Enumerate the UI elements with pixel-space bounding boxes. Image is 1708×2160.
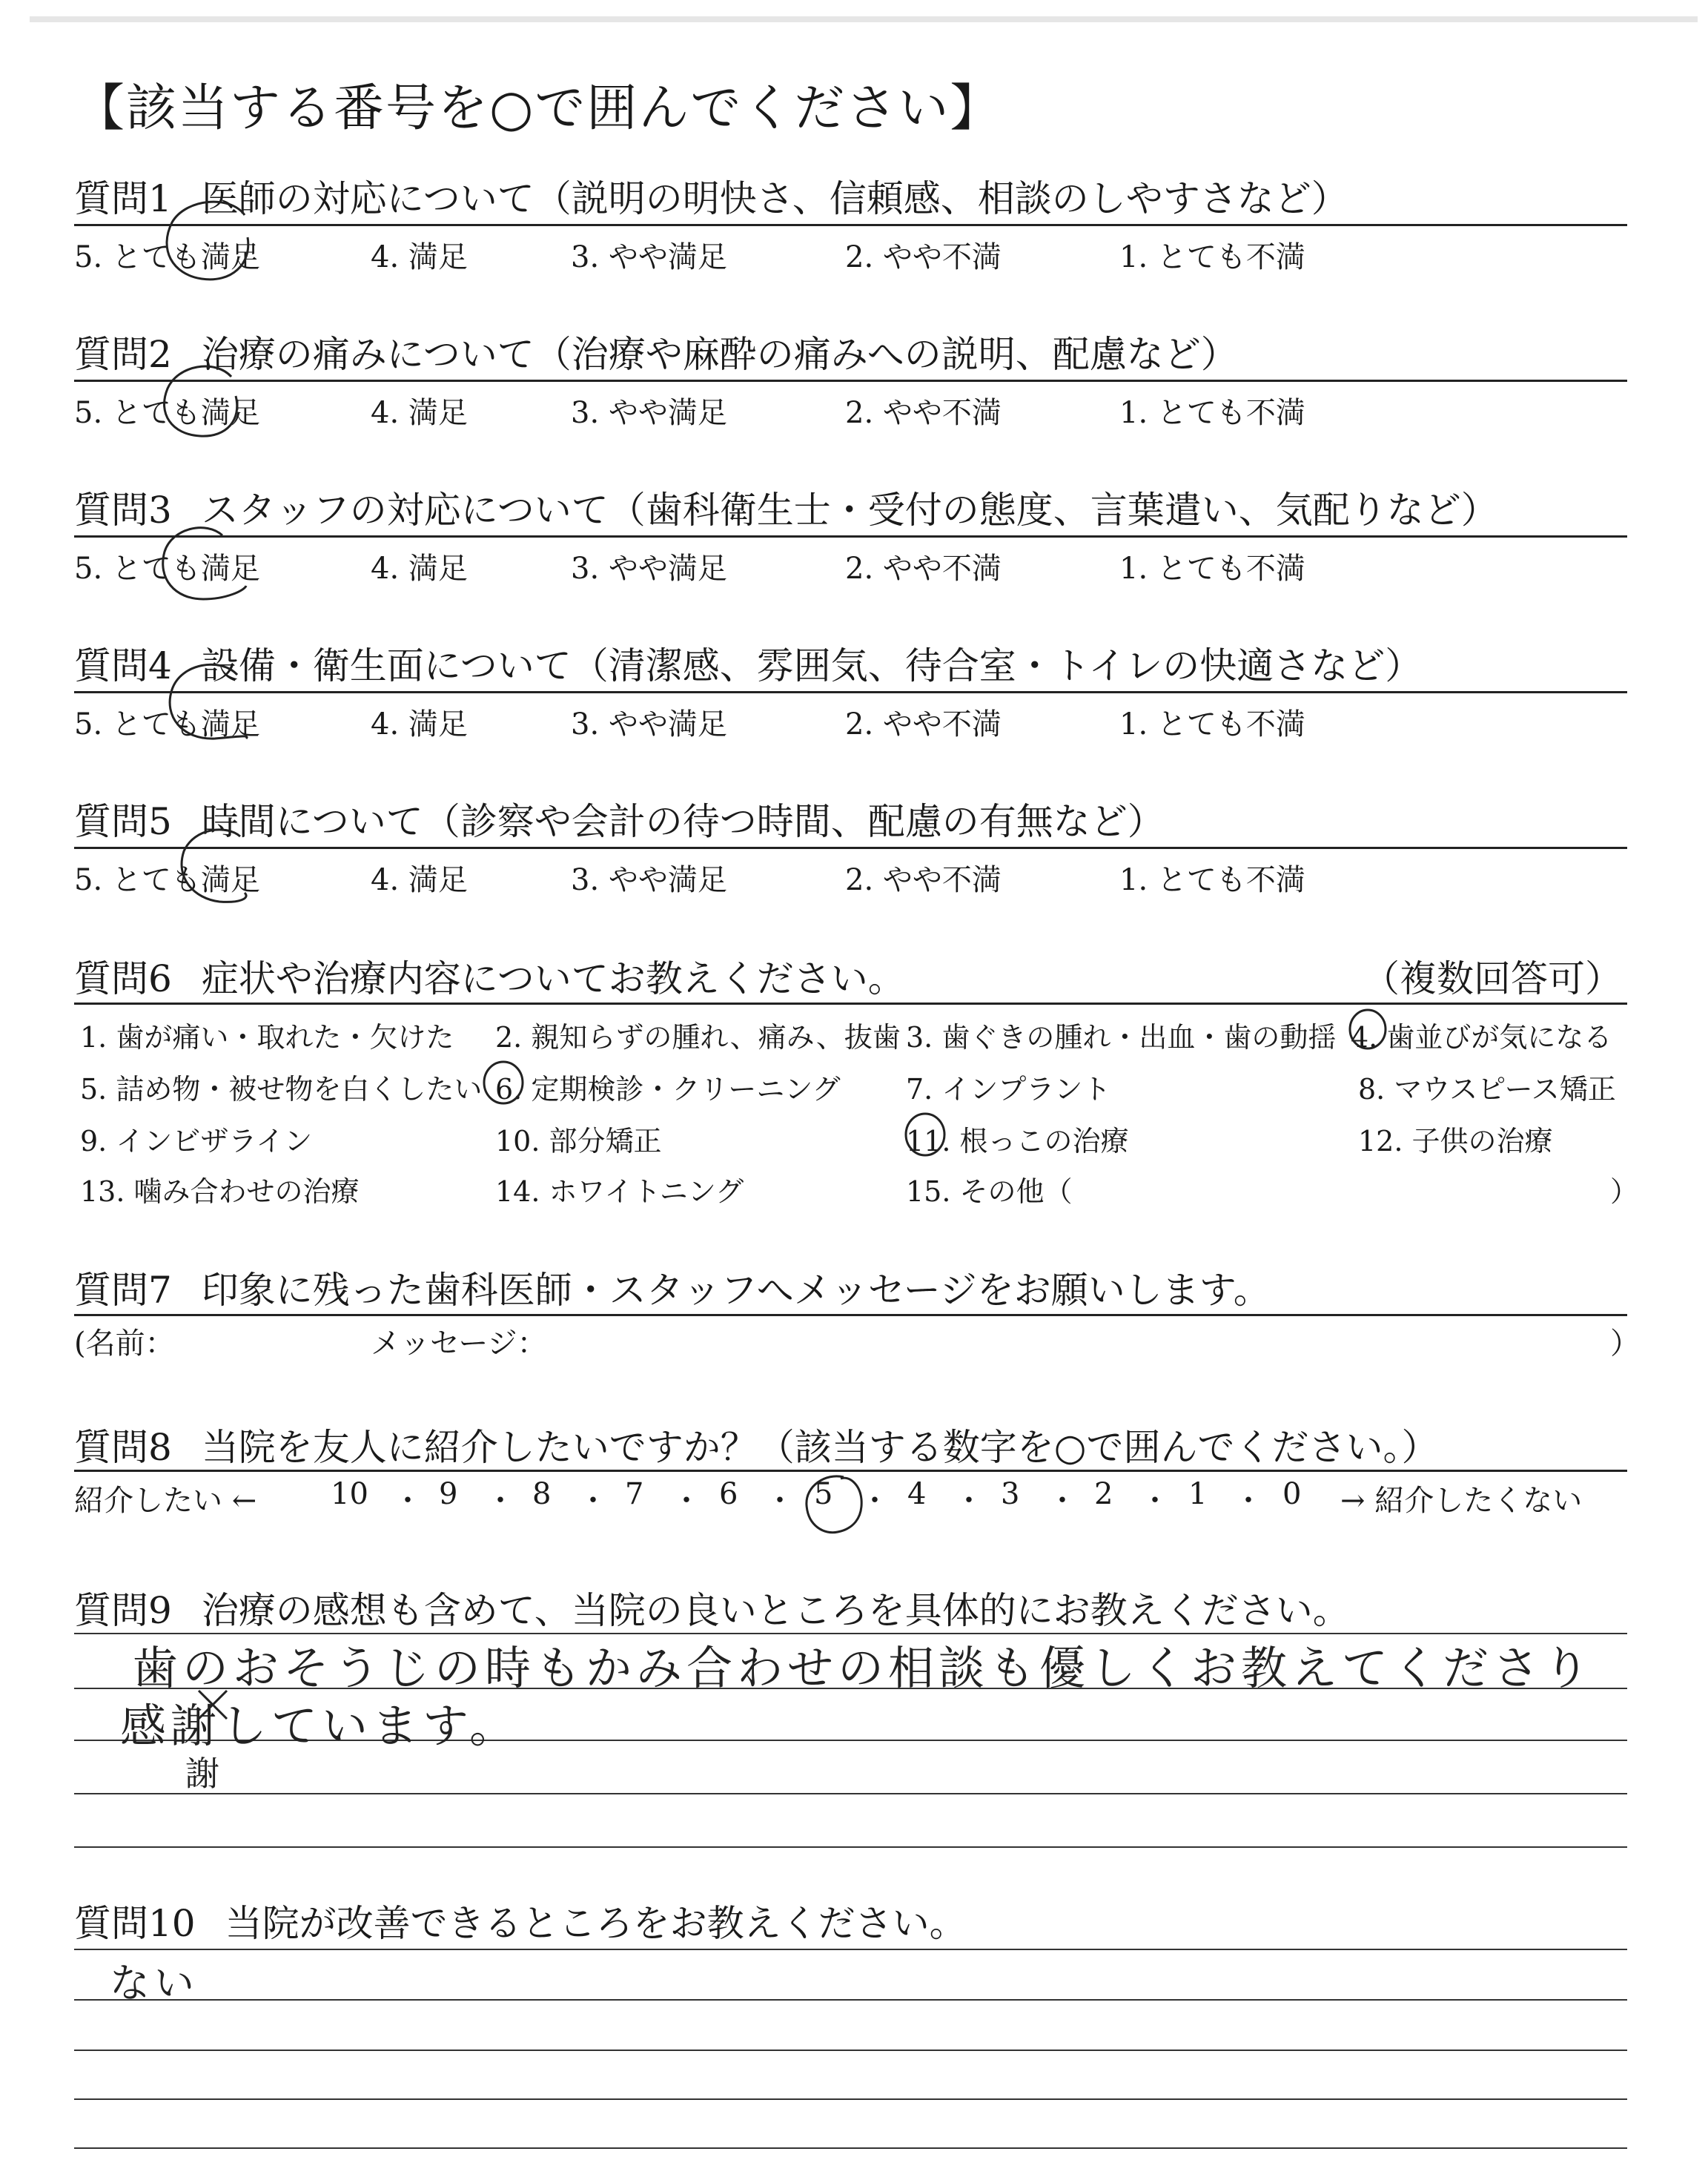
rating-option-2[interactable]: 2. やや不満 xyxy=(845,240,1002,274)
rating-option-2[interactable]: 2. やや不満 xyxy=(845,863,1002,897)
message-close-paren: ） xyxy=(1610,1327,1640,1361)
scale-10[interactable]: 10 xyxy=(331,1477,368,1511)
rating-option-5[interactable]: 5. とても満足 xyxy=(74,552,260,586)
symptom-option-3[interactable]: 3. 歯ぐきの腫れ・出血・歯の動揺 xyxy=(906,1021,1337,1054)
scale-8[interactable]: 8 xyxy=(532,1477,552,1511)
symptom-option-8[interactable]: 8. マウスピース矯正 xyxy=(1358,1073,1616,1106)
handwritten-answer-line1: 歯のおそうじの時もかみ合わせの相談も優しくお教えてくださり xyxy=(132,1641,1595,1695)
rating-option-2[interactable]: 2. やや不満 xyxy=(845,552,1002,586)
rating-option-4[interactable]: 4. 満足 xyxy=(371,552,468,586)
handwritten-answer: ない xyxy=(110,1960,199,2007)
question-text: 治療の痛みについて（治療や麻酔の痛みへの説明、配慮など） xyxy=(201,333,1238,376)
recommend-left-label: 紹介したい ← xyxy=(74,1484,257,1518)
rating-option-5[interactable]: 5. とても満足 xyxy=(74,707,260,742)
scale-2[interactable]: 2 xyxy=(1094,1477,1113,1511)
scale-3[interactable]: 3 xyxy=(1001,1477,1020,1511)
scale-5[interactable]: 5 xyxy=(814,1477,833,1511)
rating-option-4[interactable]: 4. 満足 xyxy=(371,863,468,897)
rating-option-5[interactable]: 5. とても満足 xyxy=(74,396,260,430)
rating-option-2[interactable]: 2. やや不満 xyxy=(845,707,1002,742)
symptom-option-9[interactable]: 9. インビザライン xyxy=(80,1125,313,1157)
symptom-option-10[interactable]: 10. 部分矯正 xyxy=(495,1125,662,1157)
rating-option-3[interactable]: 3. やや満足 xyxy=(571,863,727,897)
scale-0[interactable]: 0 xyxy=(1282,1477,1302,1511)
question-number: 質問7 xyxy=(74,1269,172,1312)
symptom-option-1[interactable]: 1. 歯が痛い・取れた・欠けた xyxy=(80,1021,454,1054)
rating-option-1[interactable]: 1. とても不満 xyxy=(1119,396,1305,430)
symptom-option-6[interactable]: 6. 定期検診・クリーニング xyxy=(495,1073,841,1106)
question-number: 質問8 xyxy=(74,1426,172,1469)
circle-mark-q2 xyxy=(165,366,237,436)
symptom-option-4[interactable]: 4. 歯並びが気になる xyxy=(1351,1021,1612,1054)
circle-mark-q4 xyxy=(170,664,247,739)
scale-1[interactable]: 1 xyxy=(1188,1477,1208,1511)
circle-mark-q8 xyxy=(807,1476,861,1533)
rating-option-5[interactable]: 5. とても満足 xyxy=(74,863,260,897)
rating-option-3[interactable]: 3. やや満足 xyxy=(571,396,727,430)
circle-mark-q6-11 xyxy=(906,1114,944,1155)
rating-option-3[interactable]: 3. やや満足 xyxy=(571,552,727,586)
question-text: 印象に残った歯科医師・スタッフへメッセージをお願いします。 xyxy=(201,1269,1271,1312)
circle-mark-q5 xyxy=(182,830,246,902)
symptom-option-15[interactable]: 15. その他（ xyxy=(906,1175,1073,1208)
scale-4[interactable]: 4 xyxy=(907,1477,927,1511)
symptom-option-12[interactable]: 12. 子供の治療 xyxy=(1358,1125,1553,1157)
question-number: 質問10 xyxy=(74,1902,196,1945)
question-number: 質問3 xyxy=(74,489,172,532)
multiple-answer-note: （複数回答可） xyxy=(1363,957,1622,1000)
circle-mark-q1 xyxy=(167,202,248,280)
question-text: 医師の対応について（説明の明快さ、信頼感、相談のしやすさなど） xyxy=(201,177,1348,220)
question-text: 時間について（診察や会計の待つ時間、配慮の有無など） xyxy=(201,800,1165,843)
handwritten-answer-line2: 感謝しています。 xyxy=(120,1699,520,1753)
question-text: 当院が改善できるところをお教えください。 xyxy=(225,1902,967,1945)
scale-7[interactable]: 7 xyxy=(625,1477,644,1511)
question-number: 質問2 xyxy=(74,333,172,376)
rating-option-2[interactable]: 2. やや不満 xyxy=(845,396,1002,430)
rating-option-1[interactable]: 1. とても不満 xyxy=(1119,707,1305,742)
symptom-option-14[interactable]: 14. ホワイトニング xyxy=(495,1175,744,1208)
question-number: 質問9 xyxy=(74,1589,172,1632)
question-text: 治療の感想も含めて、当院の良いところを具体的にお教えください。 xyxy=(201,1589,1350,1632)
rating-option-4[interactable]: 4. 満足 xyxy=(371,707,468,742)
rating-option-1[interactable]: 1. とても不満 xyxy=(1119,863,1305,897)
question-number: 質問1 xyxy=(74,177,172,220)
symptom-option-13[interactable]: 13. 噛み合わせの治療 xyxy=(80,1175,360,1208)
question-number: 質問4 xyxy=(74,644,172,687)
page-title: 【該当する番号を○で囲んでください】 xyxy=(74,79,1002,138)
rating-option-4[interactable]: 4. 満足 xyxy=(371,240,468,274)
symptom-option-5[interactable]: 5. 詰め物・被せ物を白くしたい xyxy=(80,1073,483,1106)
scale-6[interactable]: 6 xyxy=(719,1477,738,1511)
rating-option-5[interactable]: 5. とても満足 xyxy=(74,240,260,274)
circle-mark-q3 xyxy=(163,528,246,599)
recommend-right-label: → 紹介したくない xyxy=(1340,1484,1583,1518)
rating-option-4[interactable]: 4. 満足 xyxy=(371,396,468,430)
circle-mark-q6-6 xyxy=(484,1062,523,1103)
symptom-option-11[interactable]: 11. 根っこの治療 xyxy=(906,1125,1129,1157)
question-number: 質問6 xyxy=(74,957,172,1000)
message-label: メッセージ： xyxy=(371,1327,547,1361)
question-number: 質問5 xyxy=(74,800,172,843)
rating-option-1[interactable]: 1. とても不満 xyxy=(1119,240,1305,274)
rating-option-1[interactable]: 1. とても不満 xyxy=(1119,552,1305,586)
symptom-option-7[interactable]: 7. インプラント xyxy=(906,1073,1111,1106)
name-label: (名前： xyxy=(74,1327,175,1361)
symptom-option-2[interactable]: 2. 親知らずの腫れ、痛み、抜歯 xyxy=(495,1021,901,1054)
other-close-paren: ） xyxy=(1610,1175,1639,1208)
strike-mark-q9 xyxy=(199,1691,227,1719)
question-text: 当院を友人に紹介したいですか？（該当する数字を○で囲んでください。） xyxy=(201,1426,1439,1469)
scale-9[interactable]: 9 xyxy=(439,1477,458,1511)
rating-option-3[interactable]: 3. やや満足 xyxy=(571,240,727,274)
question-text: 設備・衛生面について（清潔感、雰囲気、待合室・トイレの快適さなど） xyxy=(201,644,1423,687)
circle-mark-q6-4 xyxy=(1350,1010,1386,1048)
handwritten-correction: 謝 xyxy=(185,1754,224,1794)
question-text: スタッフの対応について（歯科衛生士・受付の態度、言葉遣い、気配りなど） xyxy=(201,489,1498,532)
question-text: 症状や治療内容についてお教えください。 xyxy=(201,957,905,1000)
rating-option-3[interactable]: 3. やや満足 xyxy=(571,707,727,742)
